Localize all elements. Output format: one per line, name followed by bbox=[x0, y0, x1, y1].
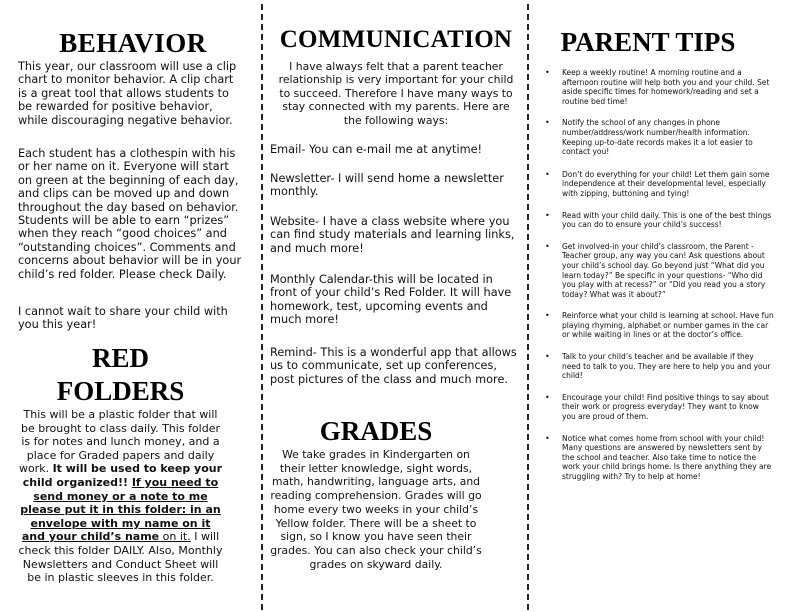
behavior-title: BEHAVIOR bbox=[59, 28, 207, 58]
red-folders-text-end: I will check this folder DAILY. Also, Monthly Newsletters and Conduct Sheet will be in plastic sleeves in this folder. bbox=[18, 530, 223, 585]
parent-tip-independence: • Don’t do everything for your child! Let them gain some independence at their developmental level, especially with zipping, buttoning and tying! bbox=[542, 170, 774, 199]
fold-line-right bbox=[527, 4, 529, 610]
communication-item-website: Website- I have a class website where you can find study materials and learning links, and much more! bbox=[270, 215, 515, 255]
red-folders-title-line1: RED bbox=[91, 343, 149, 373]
parent-tips-title: PARENT TIPS bbox=[560, 27, 736, 57]
red-folders-text bbox=[18, 408, 223, 585]
communication-item-email: Email- You can e-mail me at anytime! bbox=[270, 143, 483, 156]
red-folders-text-plain: This will be a plastic folder that will be brought to class daily. This folder is for notes and lunch money, and a place for Graded papers and daily work. bbox=[18, 408, 220, 476]
grades-title: GRADES bbox=[319, 416, 433, 446]
red-folders-title-line2: FOLDERS bbox=[56, 376, 185, 406]
parent-tip-reinforce: • Reinforce what your child is learning at school. Have fun playing rhyming, alphabet or number games in the car or while waiting in lines or at the doctor’s office. bbox=[542, 311, 774, 340]
communication-item-calendar: Monthly Calendar-this will be located in front of your child’s Red Folder. It will have homework, test, upcoming events and much more! bbox=[270, 273, 512, 327]
grades-text: We take grades in Kindergarten on their letter knowledge, sight words, math, handwriting, language arts, and reading comprehension. Grades will go home every two weeks in your child’s Yellow folder. There will be a sheet to sign, so I know you have seen their grades. You can also check your child’s grades on skyward daily. bbox=[270, 448, 482, 571]
behavior-paragraph-intro: This year, our classroom will use a clip chart to monitor behavior. A clip chart is a great tool that allows students to be rewarded for positive behavior, while discouraging negative behavior. bbox=[18, 60, 237, 127]
red-folders-text-bold: It will be used to keep your child organized!! bbox=[22, 462, 223, 489]
parent-tip-encourage: • Encourage your child! Find positive things to say about their work or progress everyday! They want to know you are proud of them. bbox=[542, 393, 774, 422]
parent-tip-get-involved: • Get involved-in your child’s classroom, the Parent -Teacher group, any way you can! Ask questions about your child’s school day. Go beyond just “What did you learn today?” Be specific in your questions- “Who did you play with at recess?” or “Did you read you a story today? What was it about?” bbox=[542, 242, 774, 300]
red-folders-text-underline: on it. bbox=[159, 530, 191, 544]
fold-line-left bbox=[261, 4, 263, 610]
communication-title: COMMUNICATION bbox=[279, 26, 513, 53]
behavior-paragraph-clothespin: Each student has a clothespin with his or her name on it. Everyone will start on green at the beginning of each day, and clips can be moved up and down throughout the day based on behavior. Students will be able to earn “prizes” when they reach “good choices” and “outstanding choices”. Comments and concerns about behavior will be in your child’s red folder. Please check Daily. bbox=[18, 147, 242, 281]
parent-tips-list bbox=[542, 68, 774, 482]
behavior-paragraph-closing: I cannot wait to share your child with you this year! bbox=[18, 305, 228, 332]
parent-tip-read-daily: • Read with your child daily. This is one of the best things you can do to ensure your child’s success! bbox=[542, 211, 774, 230]
red-folders-text-bold-underline: If you need to send money or a note to me please put it in this folder: in an envelope with my name on it and your child’s name bbox=[20, 475, 221, 544]
parent-tip-talk-teacher: • Talk to your child’s teacher and be available if they need to talk to you. They are here to help you and your child! bbox=[542, 352, 774, 381]
communication-item-remind: Remind- This is a wonderful app that allows us to communicate, set up conferences, post pictures of the class and much more. bbox=[270, 346, 517, 386]
parent-tip-notify-school: • Notify the school of any changes in phone number/address/work number/health information. Keeping up-to-date records makes it a lot easier to contact you! bbox=[542, 118, 774, 156]
parent-tip-notice: • Notice what comes home from school with your child! Many questions are answered by newsletters sent by the school and teacher. Also take time to notice the work your child brings home. Is there anything they are struggling with? Try to help at home! bbox=[542, 434, 774, 482]
communication-intro: I have always felt that a parent teacher relationship is very important for your child to succeed. Therefore I have many ways to stay connected with my parents. Here are the following ways: bbox=[278, 60, 514, 127]
parent-tip-routine: • Keep a weekly routine! A morning routine and a afternoon routine will help both you and your child. Set aside specific times for homework/reading and set a routine bed time! bbox=[542, 68, 774, 106]
communication-item-newsletter: Newsletter- I will send home a newsletter monthly. bbox=[270, 172, 504, 199]
